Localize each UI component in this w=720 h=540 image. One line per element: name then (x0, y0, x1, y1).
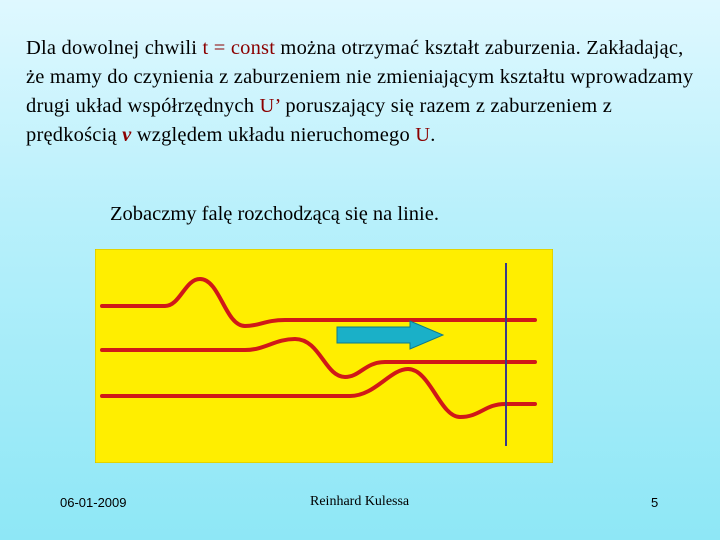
text-segment: można otrzymać kształt zaburzenia. Zakładając, że mamy do czynienia z zaburzeniem nie zmieniającym kształtu wprowadzamy drugi układ współrzędnych (26, 37, 694, 117)
text-segment: Dla dowolnej chwili (26, 37, 203, 59)
text-segment: poruszający się razem z zaburzeniem z prędkością (26, 95, 613, 146)
text-segment: względem układu nieruchomego (131, 124, 416, 146)
footer-date: 06-01-2009 (60, 495, 127, 510)
page-number: 5 (651, 495, 659, 510)
velocity-symbol: v (122, 124, 132, 146)
subtitle: Zobaczmy falę rozchodzącą się na linie. (110, 203, 439, 225)
moving-frame-symbol: U’ (259, 95, 281, 117)
description-paragraph (26, 34, 706, 150)
text-segment: . (430, 124, 436, 146)
fixed-frame-symbol: U (415, 124, 431, 146)
time-const-term: t = const (202, 37, 276, 59)
footer-author: Reinhard Kulessa (310, 494, 410, 509)
figure-background (95, 249, 553, 463)
wave-figure (95, 249, 553, 463)
